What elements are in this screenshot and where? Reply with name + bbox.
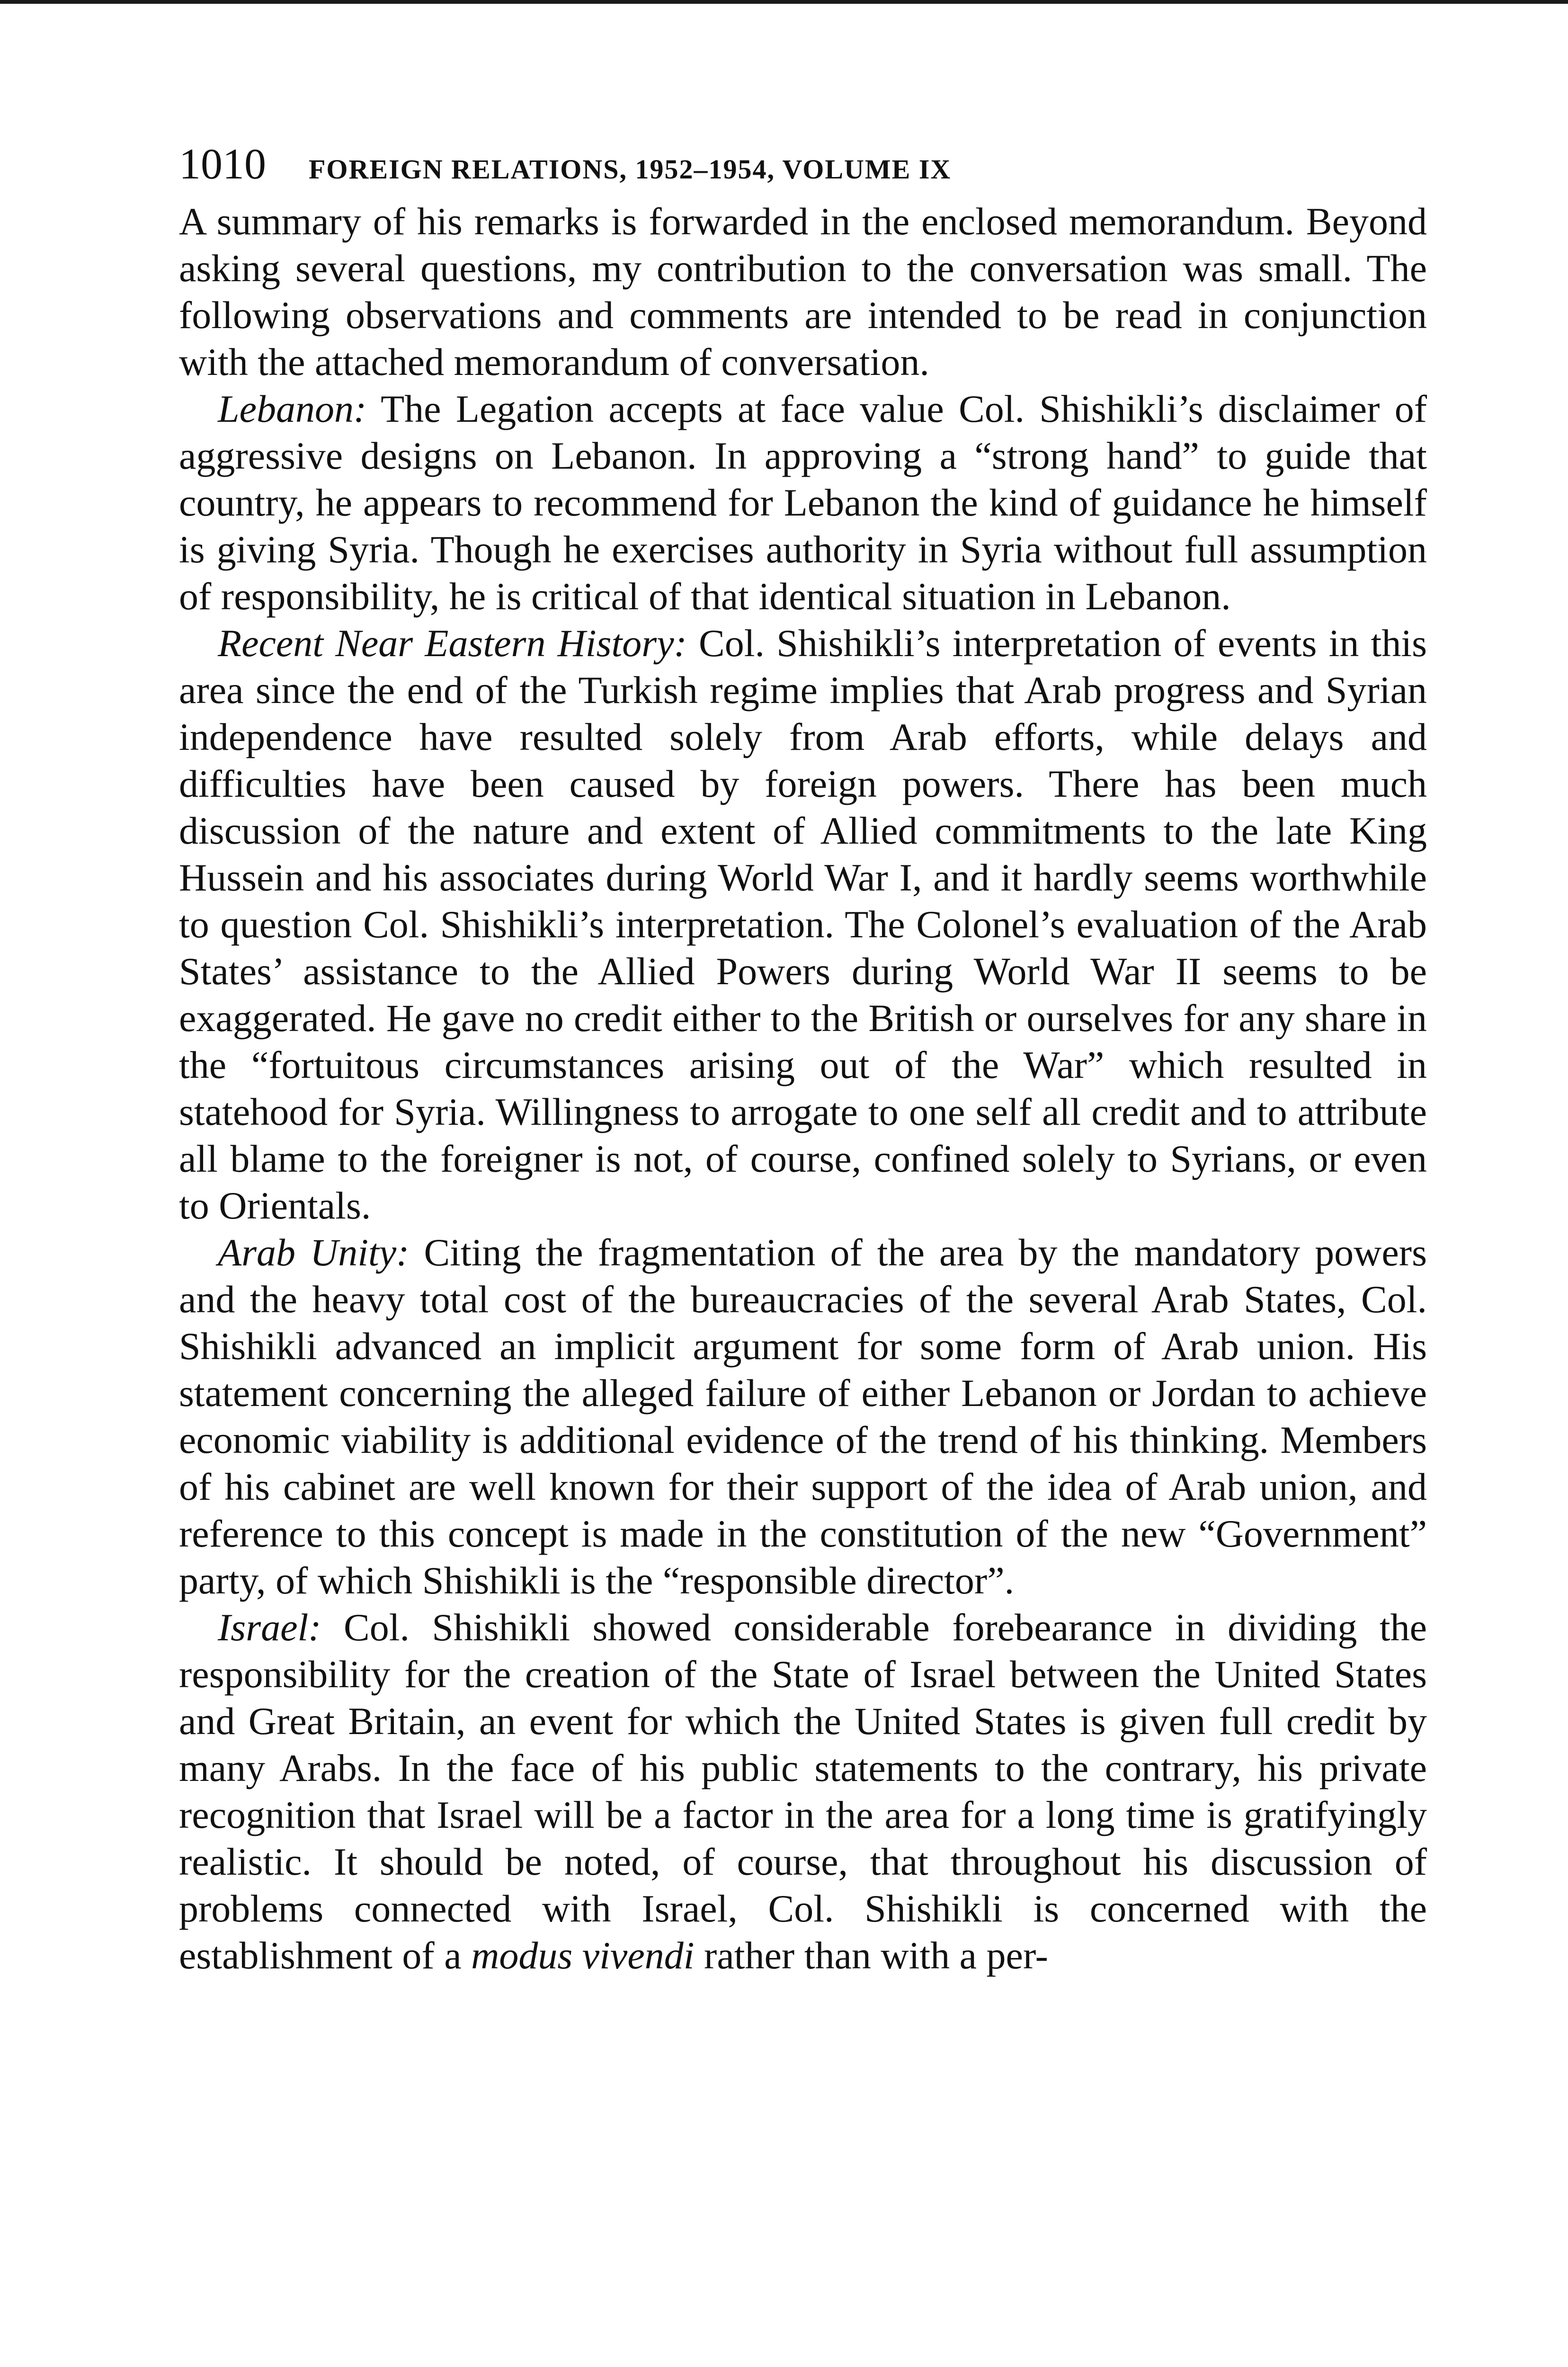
paragraph-near-eastern-history [179, 620, 1427, 1229]
paragraph-intro [179, 198, 1427, 385]
paragraph-text: Citing the fragmentation of the area by the mandatory powers and the heavy total cost of the bureaucracies of the several Arab States, Col. Shishikli advanced an implicit argument for some form of Arab union. His statement concerning the alleged failure of either Lebanon or Jordan to achieve economic viability is additional evidence of the trend of his thinking. Members of his cabinet are well known for their support of the idea of Arab union, and reference to this concept is made in the constitution of the new “Government” party, of which Shishikli is the “responsible director”. [179, 1231, 1427, 1602]
body-text [179, 198, 1427, 1979]
paragraph-text: A summary of his remarks is forwarded in the enclosed memorandum. Beyond asking several questions, my contribution to the conversation was small. The following observations and comments are intended to be read in conjunction with the attached memorandum of conversation. [179, 200, 1427, 383]
top-rule [0, 0, 1568, 4]
page-number: 1010 [179, 140, 266, 188]
paragraph-lebanon [179, 385, 1427, 620]
page-header [179, 142, 1427, 198]
running-title: FOREIGN RELATIONS, 1952–1954, VOLUME IX [309, 154, 952, 185]
section-lead-israel: Israel: [218, 1606, 321, 1649]
section-lead-lebanon: Lebanon: [218, 387, 367, 430]
paragraph-arab-unity [179, 1229, 1427, 1604]
paragraph-tail: rather than with a per- [694, 1934, 1048, 1977]
section-lead-near-eastern-history: Recent Near Eastern History: [218, 622, 687, 665]
page [179, 142, 1427, 1979]
paragraph-text: Col. Shishikli showed considerable forebearance in dividing the responsibility for the creation of the State of Israel between the United States and Great Britain, an event for which the United States is given full credit by many Arabs. In the face of his public statements to the contrary, his private recognition that Israel will be a factor in the area for a long time is gratifyingly realistic. It should be noted, of course, that throughout his discussion of problems connected with Israel, Col. Shishikli is concerned with the establishment of a [179, 1606, 1427, 1977]
paragraph-israel [179, 1604, 1427, 1979]
paragraph-text: Col. Shishikli’s interpretation of events in this area since the end of the Turkish regime implies that Arab progress and Syrian independence have resulted solely from Arab efforts, while delays and difficulties have been caused by foreign powers. There has been much discussion of the nature and extent of Allied commitments to the late King Hussein and his associates during World War I, and it hardly seems worthwhile to question Col. Shishikli’s interpretation. The Colonel’s evaluation of the Arab States’ assistance to the Allied Powers during World War II seems to be exaggerated. He gave no credit either to the British or ourselves for any share in the “fortuitous circumstances arising out of the War” which resulted in statehood for Syria. Willingness to arrogate to one self all credit and to attribute all blame to the foreigner is not, of course, confined solely to Syrians, or even to Orientals. [179, 622, 1427, 1227]
section-lead-arab-unity: Arab Unity: [218, 1231, 410, 1274]
paragraph-text: The Legation accepts at face value Col. Shishikli’s disclaimer of aggressive designs on Lebanon. In approving a “strong hand” to guide that country, he appears to recommend for Lebanon the kind of guidance he himself is giving Syria. Though he exercises authority in Syria without full assumption of responsibility, he is critical of that identical situation in Lebanon. [179, 387, 1427, 618]
italic-phrase-modus-vivendi: modus vivendi [471, 1934, 695, 1977]
